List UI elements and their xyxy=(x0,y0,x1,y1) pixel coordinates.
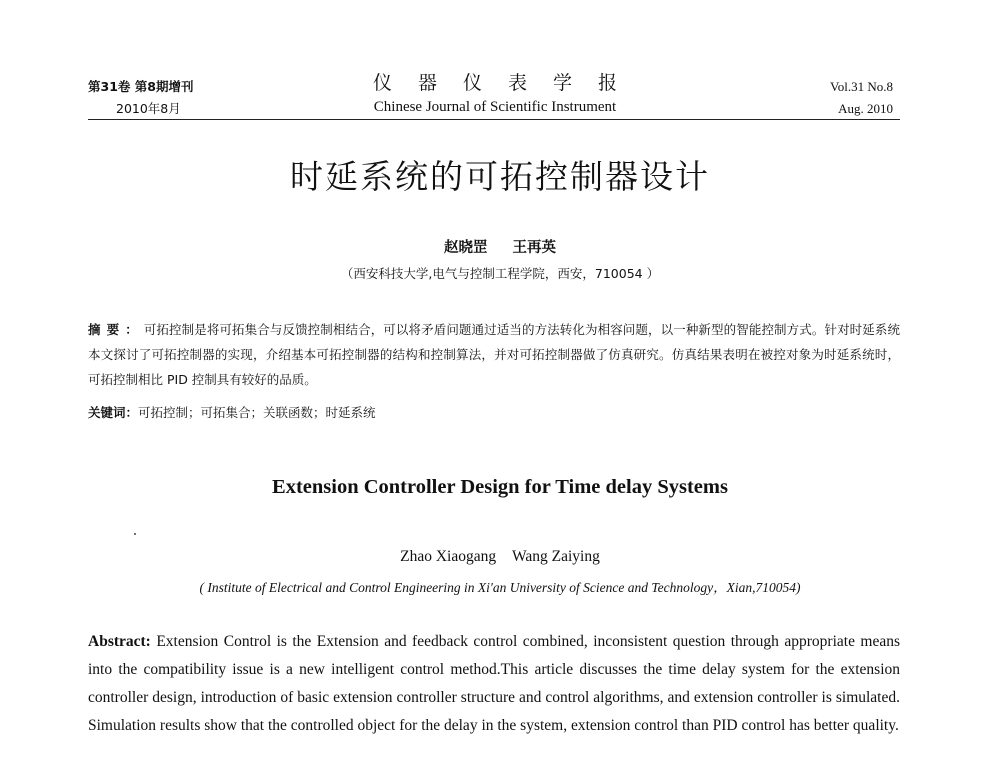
affiliation-en: ( Institute of Electrical and Control Engineering in Xi'an University of Science and Technology，Xian,710054) xyxy=(199,580,801,595)
authors-cn xyxy=(0,236,1000,257)
paper-title-en: Extension Controller Design for Time delay Systems xyxy=(272,476,728,498)
volume-issue-en: Vol.31 No.8 xyxy=(830,79,893,94)
header-left xyxy=(88,76,193,120)
keywords-cn-text: 可拓控制；可拓集合；关联函数；时延系统 xyxy=(138,405,376,420)
journal-name-cn: 仪器仪表学报 xyxy=(372,72,643,94)
author-en: Wang Zaiying xyxy=(512,548,600,565)
author-en: Zhao Xiaogang xyxy=(400,548,497,565)
abstract-cn-text: 可拓控制是将可拓集合与反馈控制相结合，可以将矛盾问题通过适当的方法转化为相容问题，以一种新型的智能控制方式。针对时延系统本文探讨了可拓控制器的实现，介绍基本可拓控制器的结构和控制算法，并对可拓控制器做了仿真研究。仿真结果表明在被控对象为时延系统时，可拓控制相比 PID 控制具有较好的品质。 xyxy=(88,322,900,387)
abstract-en-label: Abstract: xyxy=(88,633,151,650)
journal-masthead xyxy=(330,70,660,118)
date-cn: 2010年8月 xyxy=(116,101,181,116)
abstract-cn-label: 摘要： xyxy=(88,322,144,337)
keywords-cn xyxy=(88,402,900,424)
author-cn: 赵晓罡 xyxy=(443,239,488,256)
paper-title-cn: 时延系统的可拓控制器设计 xyxy=(290,157,710,196)
affiliation-cn: （西安科技大学,电气与控制工程学院，西安，710054 ） xyxy=(340,266,660,281)
stray-mark xyxy=(134,533,136,535)
volume-issue-cn: 第31卷 第8期增刊 xyxy=(88,79,194,94)
date-en: Aug. 2010 xyxy=(838,101,893,116)
header-right xyxy=(830,76,893,120)
keywords-cn-label: 关键词： xyxy=(88,405,139,420)
author-cn: 王再英 xyxy=(512,239,557,256)
header-rule xyxy=(88,119,900,120)
abstract-en xyxy=(88,628,900,740)
journal-name-en: Chinese Journal of Scientific Instrument xyxy=(373,99,617,115)
abstract-cn xyxy=(88,317,900,392)
abstract-en-text: Extension Control is the Extension and feedback control combined, inconsistent question through appropriate means into the compatibility issue is a new intelligent control method.This article discusses the time delay system for the extension controller design, introduction of basic extension controller structure and control algorithms, and extension controller is simulated. Simulation results show that the controlled object for the delay in the system, extension control than PID control has better quality. xyxy=(88,633,901,734)
authors-en xyxy=(0,548,1000,566)
